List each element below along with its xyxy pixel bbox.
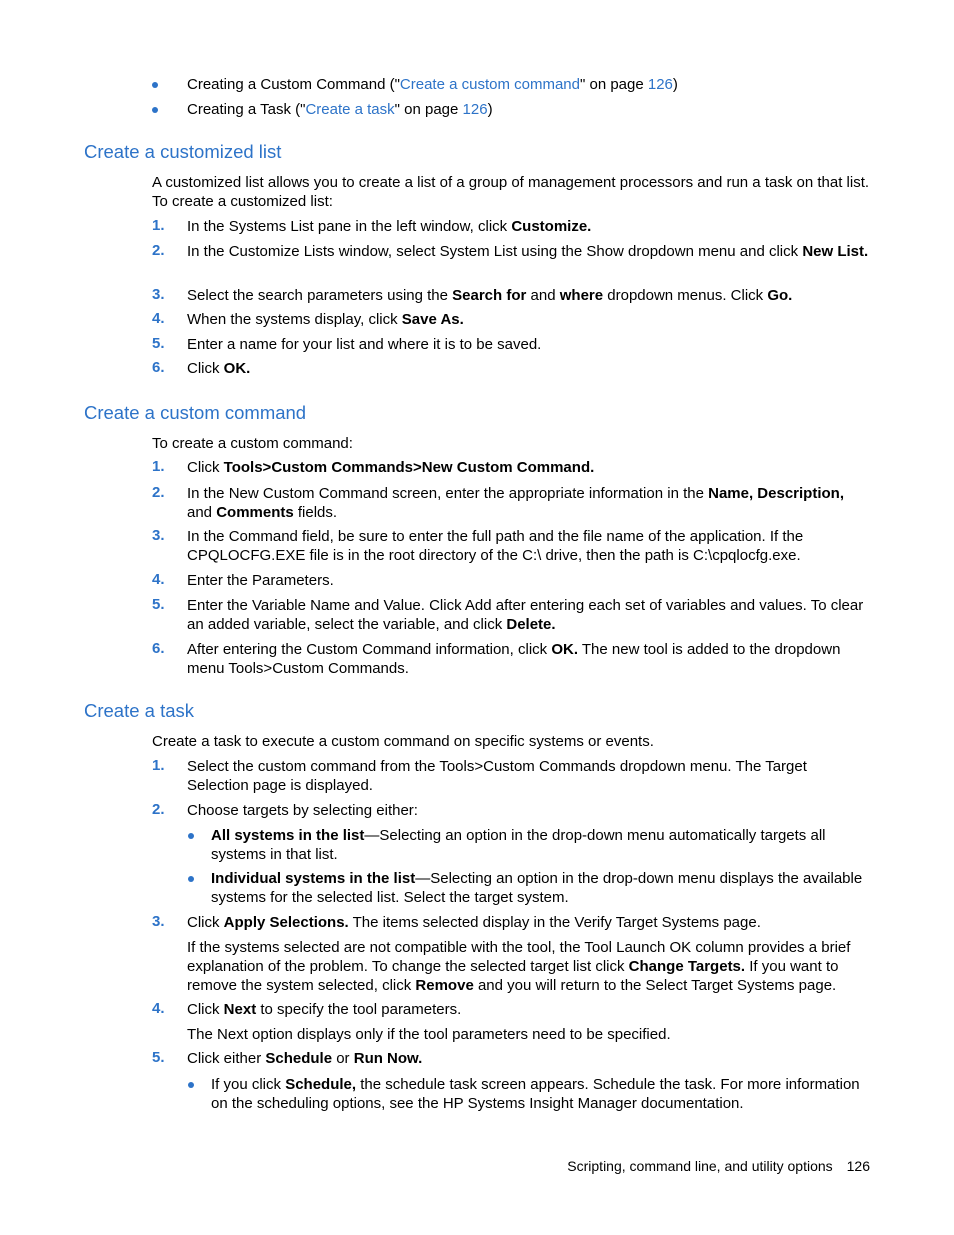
step-text: Select the custom command from the Tools>Custom Commands dropdown menu. The Target Selection page is displayed. [187,758,807,794]
step-text: Click Tools>Custom Commands>New Custom Command. [187,459,595,476]
list-item-text: Creating a Task ("Create a task" on page 126) [187,101,493,118]
sub-list-text: Individual systems in the list—Selecting an option in the drop-down menu displays the available systems for the selected list. Select the target system. [211,870,863,906]
intro-paragraph: To create a custom command: [152,435,353,452]
step-text: Enter the Variable Name and Value. Click Add after entering each set of variables and values. To clear an added variable, select the variable, and click Delete. [187,597,864,633]
step-text: Click Next to specify the tool parameters. [187,1001,462,1018]
step-number: 2. [152,242,165,259]
step-text: Enter the Parameters. [187,572,334,589]
step-number: 3. [152,913,165,930]
step-text: Click Apply Selections. The items selected display in the Verify Target Systems page. [187,914,761,931]
bullet-icon [188,833,194,839]
step-number: 5. [152,1049,165,1066]
step-number: 6. [152,359,165,376]
intro-paragraph: A customized list allows you to create a list of a group of management processors and run a task on that list. To create a customized list: [152,174,870,210]
step-text: After entering the Custom Command information, click OK. The new tool is added to the dropdown menu Tools>Custom Commands. [187,641,841,677]
footer-title: Scripting, command line, and utility options [567,1158,833,1174]
step-text: Click OK. [187,360,251,377]
step-number: 1. [152,217,165,234]
section-heading: Create a custom command [84,402,307,423]
step-note: The Next option displays only if the tool parameters need to be specified. [187,1026,671,1043]
page-link[interactable]: 126 [462,101,488,118]
step-text: Enter a name for your list and where it is to be saved. [187,336,542,353]
step-number: 1. [152,458,165,475]
section-heading: Create a task [84,700,195,721]
bullet-icon [152,82,158,88]
bullet-icon [152,107,158,113]
step-text: In the Command field, be sure to enter the full path and the file name of the application. If the CPQLOCFG.EXE file is in the root directory of the C:\ drive, then the path is C:\cpqlocfg.exe. [187,528,804,564]
step-text: Select the search parameters using the Search for and where dropdown menus. Click Go. [187,287,793,304]
step-number: 5. [152,335,165,352]
step-number: 6. [152,640,165,657]
section-heading: Create a customized list [84,141,282,162]
bullet-icon [188,876,194,882]
step-text: Click either Schedule or Run Now. [187,1050,423,1067]
cross-reference-link[interactable]: Create a custom command [399,76,580,93]
page-link[interactable]: 126 [647,76,673,93]
page-footer [567,1158,870,1174]
step-text: Choose targets by selecting either: [187,802,418,819]
step-text: When the systems display, click Save As. [187,311,464,328]
step-text: In the New Custom Command screen, enter the appropriate information in the Name, Description, and Comments fields. [187,485,844,521]
sub-list-text: All systems in the list—Selecting an option in the drop-down menu automatically targets all systems in that list. [211,827,826,863]
step-note: If the systems selected are not compatible with the tool, the Tool Launch OK column provides a brief explanation of the problem. To change the selected target list click Change Targets. If you want to remove the system selected, click Remove and you will return to the Select Target Systems page. [187,939,851,994]
step-number: 1. [152,757,165,774]
step-number: 4. [152,310,165,327]
intro-paragraph: Create a task to execute a custom command on specific systems or events. [152,733,654,750]
sub-list-text: If you click Schedule, the schedule task screen appears. Schedule the task. For more information on the scheduling options, see the HP Systems Insight Manager documentation. [211,1076,860,1112]
step-number: 4. [152,571,165,588]
step-number: 2. [152,801,165,818]
bullet-icon [188,1082,194,1088]
step-number: 3. [152,527,165,544]
cross-reference-link[interactable]: Create a task [305,101,395,118]
step-number: 4. [152,1000,165,1017]
page-number: 126 [846,1158,870,1174]
list-item-text: Creating a Custom Command ("Create a custom command" on page 126) [187,76,678,93]
step-number: 2. [152,484,165,501]
step-text: In the Customize Lists window, select System List using the Show dropdown menu and click New List. [187,243,869,260]
step-number: 3. [152,286,165,303]
step-text: In the Systems List pane in the left window, click Customize. [187,218,592,235]
step-number: 5. [152,596,165,613]
